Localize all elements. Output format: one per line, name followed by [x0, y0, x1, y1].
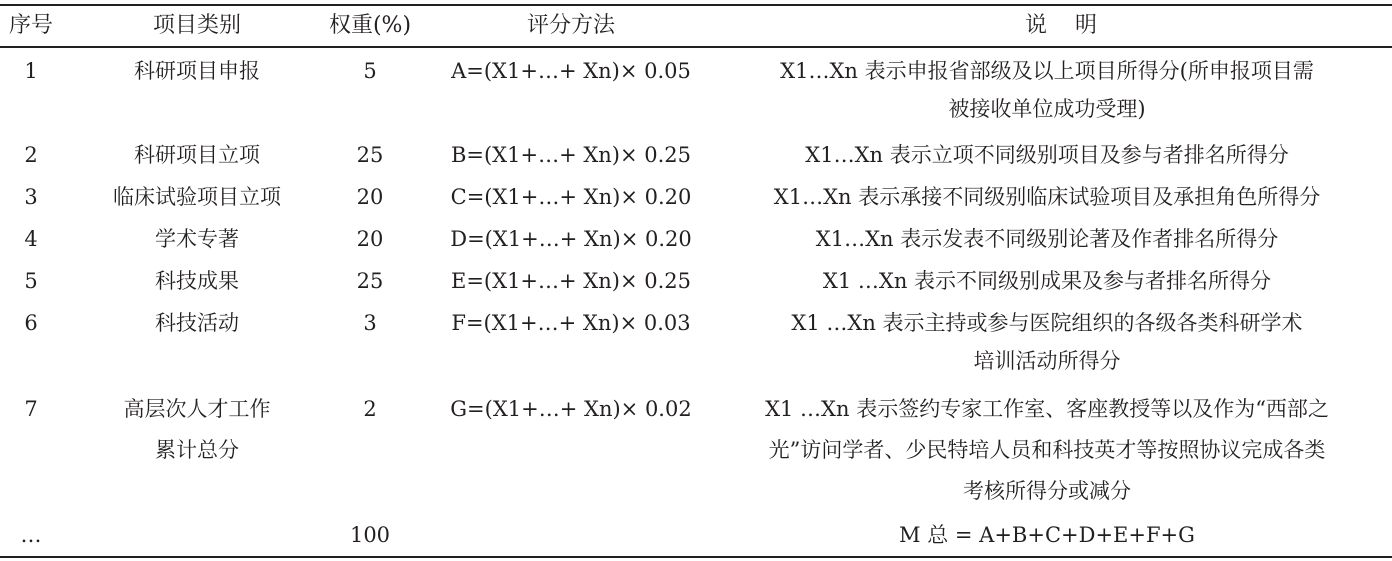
row-category: 临床试验项目立项 [113, 185, 281, 209]
row-weight: 20 [356, 185, 384, 209]
header-category: 项目类别 [152, 13, 241, 38]
header-desc: 说明 [1024, 13, 1125, 38]
row-category: 高层次人才工作 [123, 397, 271, 421]
row-num: 4 [24, 227, 38, 251]
row-weight: 3 [363, 311, 377, 335]
table-header-rule [0, 46, 1392, 48]
row-weight: 5 [363, 59, 377, 83]
row-category: 科研项目立项 [134, 143, 260, 167]
row-method: B=(X1+…+ Xn)× 0.25 [450, 143, 692, 167]
row-category: 科研项目申报 [134, 59, 260, 83]
row-desc: X1…Xn 表示发表不同级别论著及作者排名所得分 [815, 227, 1279, 251]
row-desc: X1…Xn 表示承接不同级别临床试验项目及承担角色所得分 [773, 185, 1321, 209]
row-desc: X1 …Xn 表示不同级别成果及参与者排名所得分 [822, 269, 1272, 293]
row-desc: M 总 = A+B+C+D+E+F+G [899, 523, 1195, 547]
row-method: D=(X1+…+ Xn)× 0.20 [450, 227, 692, 251]
row-category: 累计总分 [155, 438, 239, 462]
row-num: 5 [24, 269, 38, 293]
row-method: C=(X1+…+ Xn)× 0.20 [450, 185, 692, 209]
table-bottom-rule [0, 556, 1392, 558]
row-category: 学术专著 [155, 227, 239, 251]
row-desc: X1 …Xn 表示主持或参与医院组织的各级各类科研学术 [791, 311, 1303, 335]
row-weight: 20 [356, 227, 384, 251]
row-desc: X1 …Xn 表示签约专家工作室、客座教授等以及作为“西部之 [765, 397, 1329, 421]
row-weight: 25 [356, 143, 384, 167]
row-num: 3 [24, 185, 38, 209]
row-num: 1 [24, 59, 38, 83]
header-weight: 权重(%) [328, 13, 412, 38]
row-desc: X1…Xn 表示立项不同级别项目及参与者排名所得分 [805, 143, 1289, 167]
row-weight: 2 [363, 397, 377, 421]
row-num: 6 [24, 311, 38, 335]
row-desc: 被接收单位成功受理) [948, 97, 1146, 121]
row-method: E=(X1+…+ Xn)× 0.25 [451, 269, 691, 293]
row-num: 7 [24, 397, 38, 421]
header-method: 评分方法 [526, 13, 615, 38]
row-method: F=(X1+…+ Xn)× 0.03 [451, 311, 691, 335]
row-category: 科技成果 [155, 269, 239, 293]
row-weight: 25 [356, 269, 384, 293]
row-desc: 考核所得分或减分 [963, 479, 1131, 503]
row-num: … [20, 523, 42, 547]
row-desc: X1…Xn 表示申报省部级及以上项目所得分(所申报项目需 [780, 59, 1314, 83]
row-method: G=(X1+…+ Xn)× 0.02 [450, 397, 692, 421]
row-num: 2 [24, 143, 38, 167]
row-weight: 100 [349, 523, 391, 547]
row-method: A=(X1+…+ Xn)× 0.05 [451, 59, 691, 83]
row-category: 科技活动 [155, 311, 239, 335]
header-num: 序号 [8, 13, 53, 38]
row-desc: 光”访问学者、少民特培人员和科技英才等按照协议完成各类 [768, 438, 1326, 462]
row-desc: 培训活动所得分 [973, 349, 1121, 373]
